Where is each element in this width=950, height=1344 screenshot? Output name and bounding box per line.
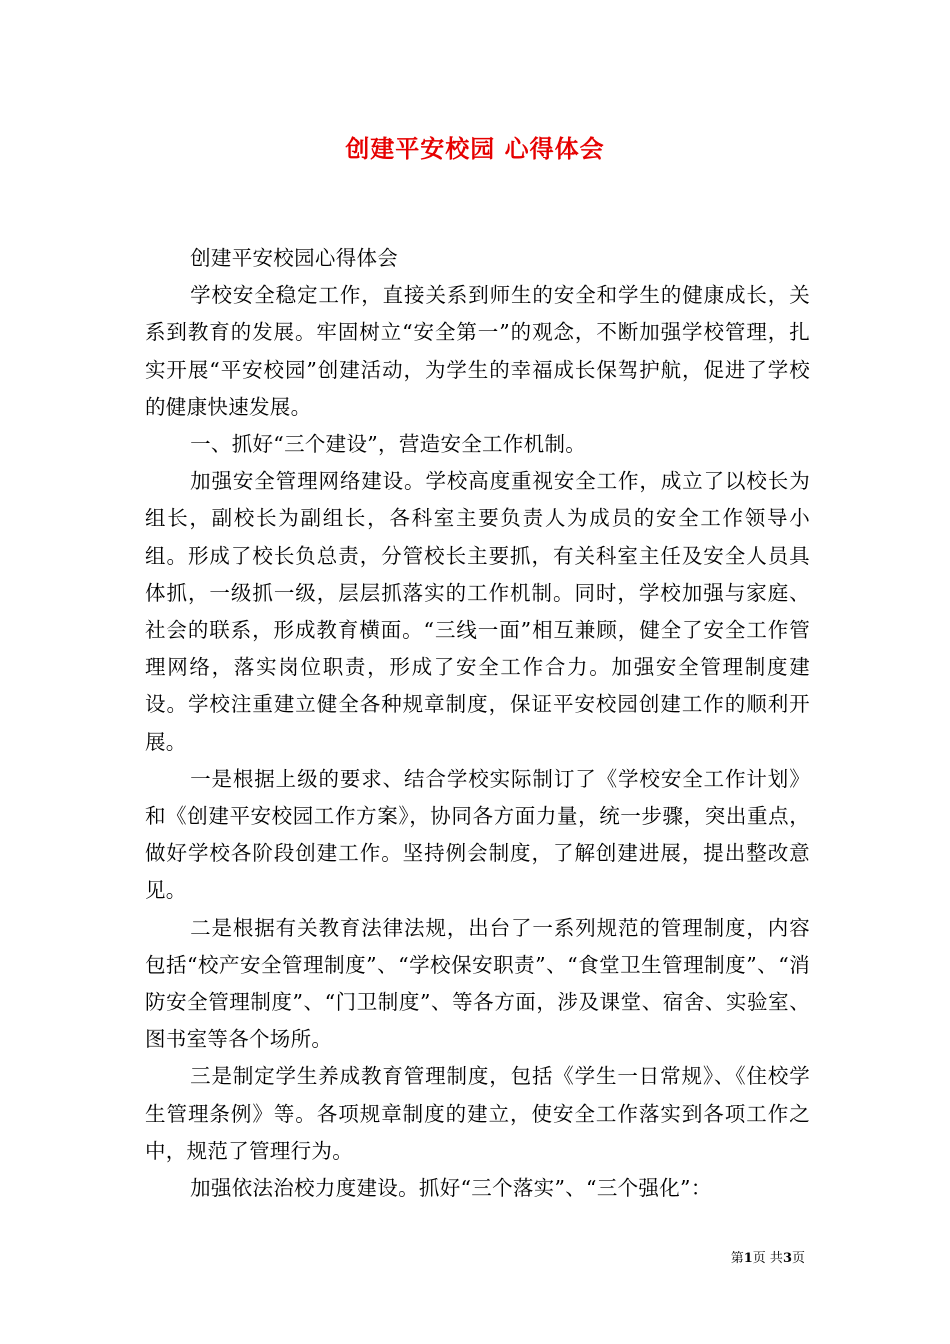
document-body [145,240,810,1207]
paragraph-network-construction: 加强安全管理网络建设。学校高度重视安全工作，成立了以校长为组长，副校长为副组长，各科室主要负责人为成员的安全工作领导小组。形成了校长负总责，分管校长主要抓，有关科室主任及安全人员具体抓，一级抓一级，层层抓落实的工作机制。同时，学校加强与家庭、社会的联系，形成教育横面。“三线一面”相互兼顾，健全了安全工作管理网络，落实岗位职责，形成了安全工作合力。加强安全管理制度建设。学校注重建立健全各种规章制度，保证平安校园创建工作的顺利开展。 [145,469,810,754]
footer-middle: 页 共 [752,1251,783,1266]
page-footer [0,1250,805,1268]
footer-prefix: 第 [730,1251,744,1266]
footer-total-pages: 3 [782,1251,792,1266]
paragraph-intro: 学校安全稳定工作，直接关系到师生的安全和学生的健康成长，关系到教育的发展。牢固树立“安全第一”的观念，不断加强学校管理，扎实开展“平安校园”创建活动，为学生的幸福成长保驾护航，促进了学校的健康快速发展。 [145,283,810,419]
footer-suffix: 页 [791,1251,805,1266]
paragraph-second-point: 二是根据有关教育法律法规，出台了一系列规范的管理制度，内容包括“校产安全管理制度”、“学校保安职责”、“食堂卫生管理制度”、“消防安全管理制度”、“门卫制度”、等各方面，涉及课堂、宿舍、实验室、图书室等各个场所。 [145,915,810,1052]
document-title: 创建平安校园 心得体会 [345,134,605,163]
paragraph-heading-one: 一、抓好“三个建设”，营造安全工作机制。 [190,432,587,457]
footer-current-page: 1 [743,1251,753,1266]
paragraph-law-construction: 加强依法治校力度建设。抓好“三个落实”、“三个强化”： [190,1176,712,1201]
paragraph-first-point: 一是根据上级的要求、结合学校实际制订了《学校安全工作计划》和《创建平安校园工作方案》，协同各方面力量，统一步骤，突出重点，做好学校各阶段创建工作。坚持例会制度，了解创建进展，提出整改意见。 [145,766,810,903]
paragraph-subtitle: 创建平安校园心得体会 [190,246,399,270]
paragraph-third-point: 三是制定学生养成教育管理制度，包括《学生一日常规》、《住校学生管理条例》等。各项规章制度的建立，使安全工作落实到各项工作之中，规范了管理行为。 [145,1064,810,1163]
